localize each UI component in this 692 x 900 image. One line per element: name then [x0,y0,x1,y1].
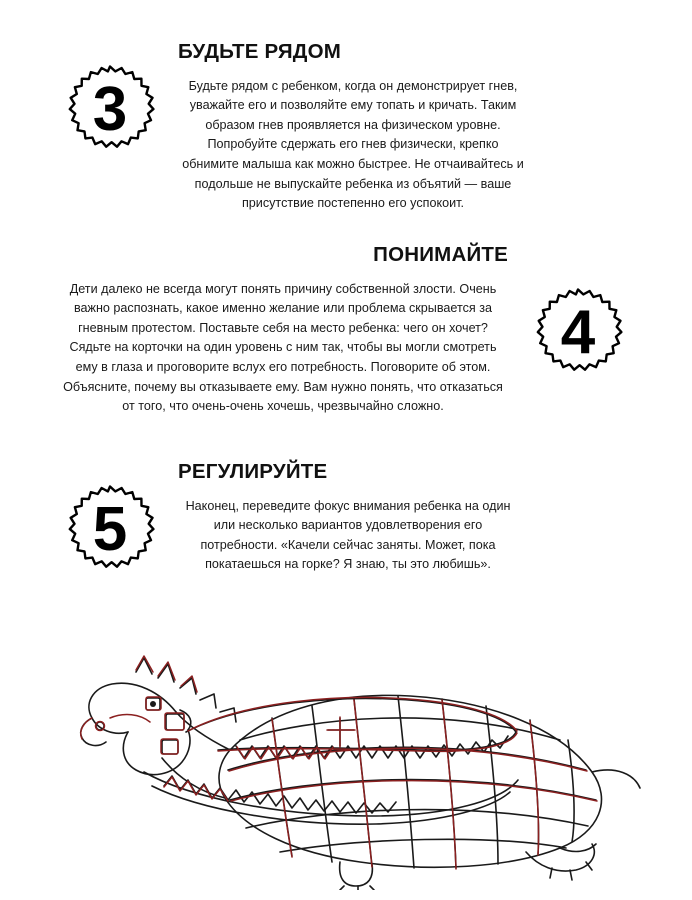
section-5-heading: РЕГУЛИРУЙТЕ [178,460,328,483]
step-badge-4-number: 4 [560,298,596,367]
section-3-body: Будьте рядом с ребенком, когда он демонстрирует гнев, уважайте его и позволяйте ему топать и кричать. Таким образом гнев проявляется на физическом уровне. Попробуйте сдержать его гнев физически, крепко обнимите малыша как можно быстрее. Не отчаивайтесь и подольше не выпускайте ребенка из объятий — ваше присутствие постепенно его успокоит. [182,78,524,211]
step-badge-3-number: 3 [92,75,128,144]
section-4 [58,243,508,429]
step-badge-5-number: 5 [92,495,128,564]
step-badge-3 [62,64,158,160]
section-3-heading: БУДЬТЕ РЯДОМ [178,40,342,63]
section-5 [178,460,518,588]
step-badge-5 [62,484,158,580]
section-4-heading: ПОНИМАЙТЕ [373,243,508,266]
section-5-body: Наконец, переведите фокус внимания ребенка на один или несколько вариантов удовлетворения его потребности. «Качели сейчас заняты. Может, пока покатаешься на горке? Я знаю, ты это любишь». [185,498,511,572]
section-4-body: Дети далеко не всегда могут понять причину собственной злости. Очень важно распознать, какое именно желание или проблема скрывается за гневным протестом. Поставьте себя на место ребенка: чего он хочет? Сядьте на корточки на один уровень с ним так, чтобы вы могли смотреть ему в глаза и проговорите вслух его потребность. Поговорите об этом. Объясните, почему вы отказываете ему. Вам нужно понять, что отказаться от того, что очень-очень хочешь, чрезвычайно сложно. [63,281,503,414]
child-drawing-dragon-illustration [40,600,660,890]
step-badge-4 [530,287,626,383]
section-3 [178,40,528,226]
